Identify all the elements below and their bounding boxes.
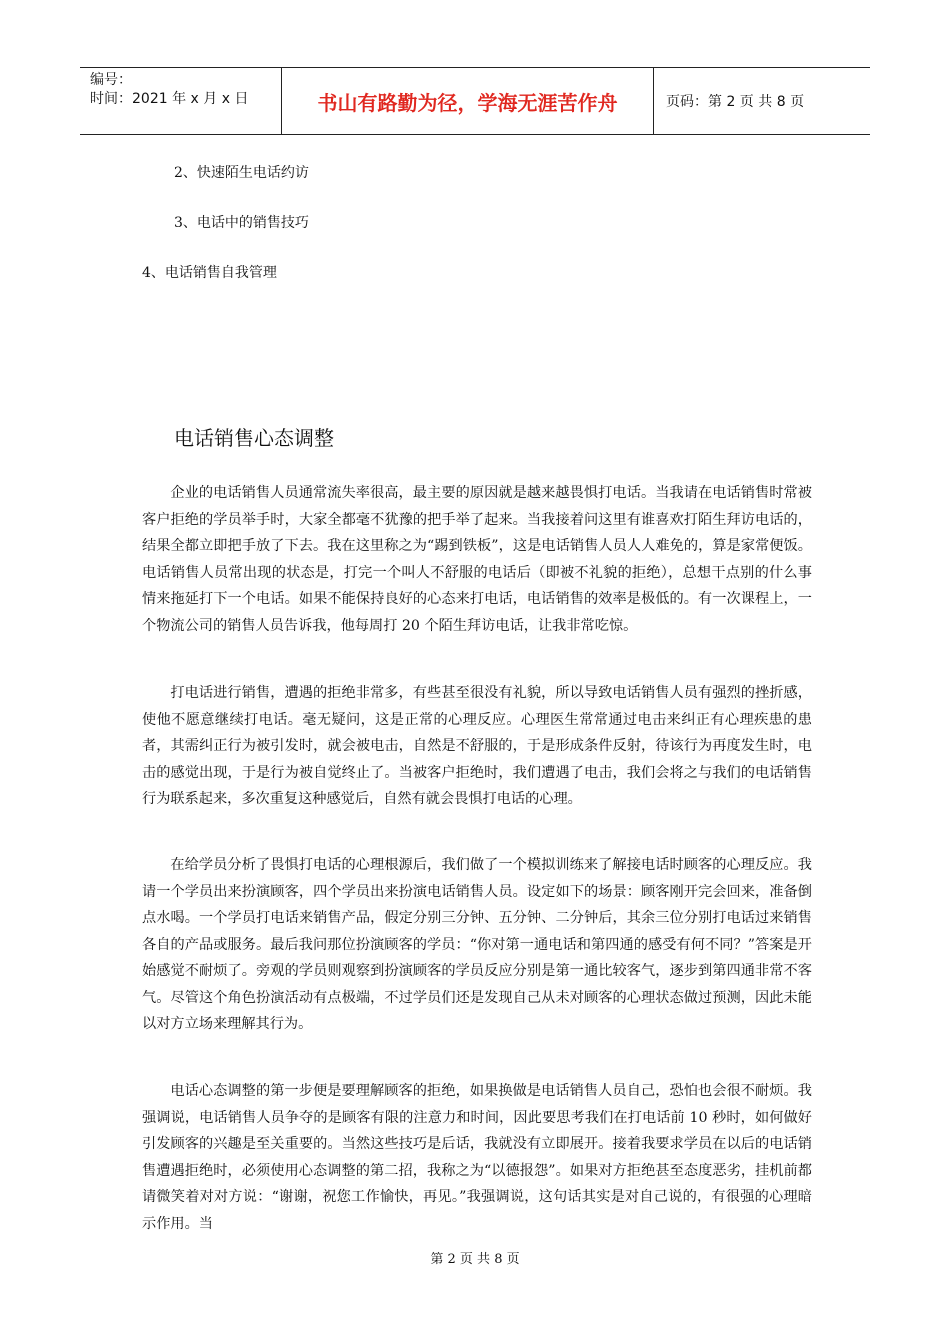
page-footer: 第 2 页 共 8 页 xyxy=(430,1252,520,1267)
document-number-label: 编号： xyxy=(90,72,132,88)
toc-item: 4、电话销售自我管理 xyxy=(142,265,277,281)
body-paragraph: 打电话进行销售，遭遇的拒绝非常多，有些甚至很没有礼貌，所以导致电话销售人员有强烈的挫折感，使他不愿意继续打电话。毫无疑问，这是正常的心理反应。心理医生常常通过电击来纠正有心理疾患的患者，其需纠正行为被引发时，就会被电击，自然是不舒服的，于是形成条件反射，待该行为再度发生时，电击的感觉出现，于是行为被自觉终止了。当被客户拒绝时，我们遭遇了电击，我们会将之与我们的电话销售行为联系起来，多次重复这种感觉后，自然有就会畏惧打电话的心理。 xyxy=(142,685,812,807)
toc-item: 2、快速陌生电话约访 xyxy=(174,165,309,181)
section-title: 电话销售心态调整 xyxy=(174,426,334,450)
body-paragraph: 在给学员分析了畏惧打电话的心理根源后，我们做了一个模拟训练来了解接电话时顾客的心理反应。我请一个学员出来扮演顾客，四个学员出来扮演电话销售人员。设定如下的场景：顾客刚开完会回来，准备倒点水喝。一个学员打电话来销售产品，假定分别三分钟、五分钟、二分钟后，其余三位分别打电话过来销售各自的产品或服务。最后我问那位扮演顾客的学员：“你对第一通电话和第四通的感受有何不同？”答案是开始感觉不耐烦了。旁观的学员则观察到扮演顾客的学员反应分别是第一通比较客气，逐步到第四通非常不客气。尽管这个角色扮演活动有点极端，不过学员们还是发现自己从未对顾客的心理状态做过预测，因此未能以对方立场来理解其行为。 xyxy=(142,857,812,1032)
page-header xyxy=(80,67,870,135)
header-motto: 书山有路勤为径，学海无涯苦作舟 xyxy=(282,68,654,134)
document-date: 时间：2021 年 x 月 x 日 xyxy=(90,91,249,107)
header-page-info: 页码：第 2 页 共 8 页 xyxy=(666,94,805,110)
body-paragraph: 电话心态调整的第一步便是要理解顾客的拒绝，如果换做是电话销售人员自己，恐怕也会很不耐烦。我强调说，电话销售人员争夺的是顾客有限的注意力和时间，因此要思考我们在打电话前 10 秒时，如何做好引发顾客的兴趣是至关重要的。当然这些技巧是后话，我就没有立即展开。接着我要求学员在以后的电话销售遭遇拒绝时，必须使用心态调整的第二招，我称之为“以德报怨”。如果对方拒绝甚至态度恶劣，挂机前都请微笑着对对方说：“谢谢，祝您工作愉快，再见。”我强调说，这句话其实是对自己说的，有很强的心理暗示作用。当 xyxy=(142,1083,812,1232)
body-paragraph: 企业的电话销售人员通常流失率很高，最主要的原因就是越来越畏惧打电话。当我请在电话销售时常被客户拒绝的学员举手时，大家全都毫不犹豫的把手举了起来。当我接着问这里有谁喜欢打陌生拜访电话的，结果全都立即把手放了下去。我在这里称之为“踢到铁板”，这是电话销售人员人人难免的，算是家常便饭。电话销售人员常出现的状态是，打完一个叫人不舒服的电话后（即被不礼貌的拒绝），总想干点别的什么事情来拖延打下一个电话。如果不能保持良好的心态来打电话，电话销售的效率是极低的。有一次课程上，一个物流公司的销售人员告诉我，他每周打 20 个陌生拜访电话，让我非常吃惊。 xyxy=(142,485,812,634)
header-meta xyxy=(80,68,282,134)
toc-item: 3、电话中的销售技巧 xyxy=(174,215,309,231)
